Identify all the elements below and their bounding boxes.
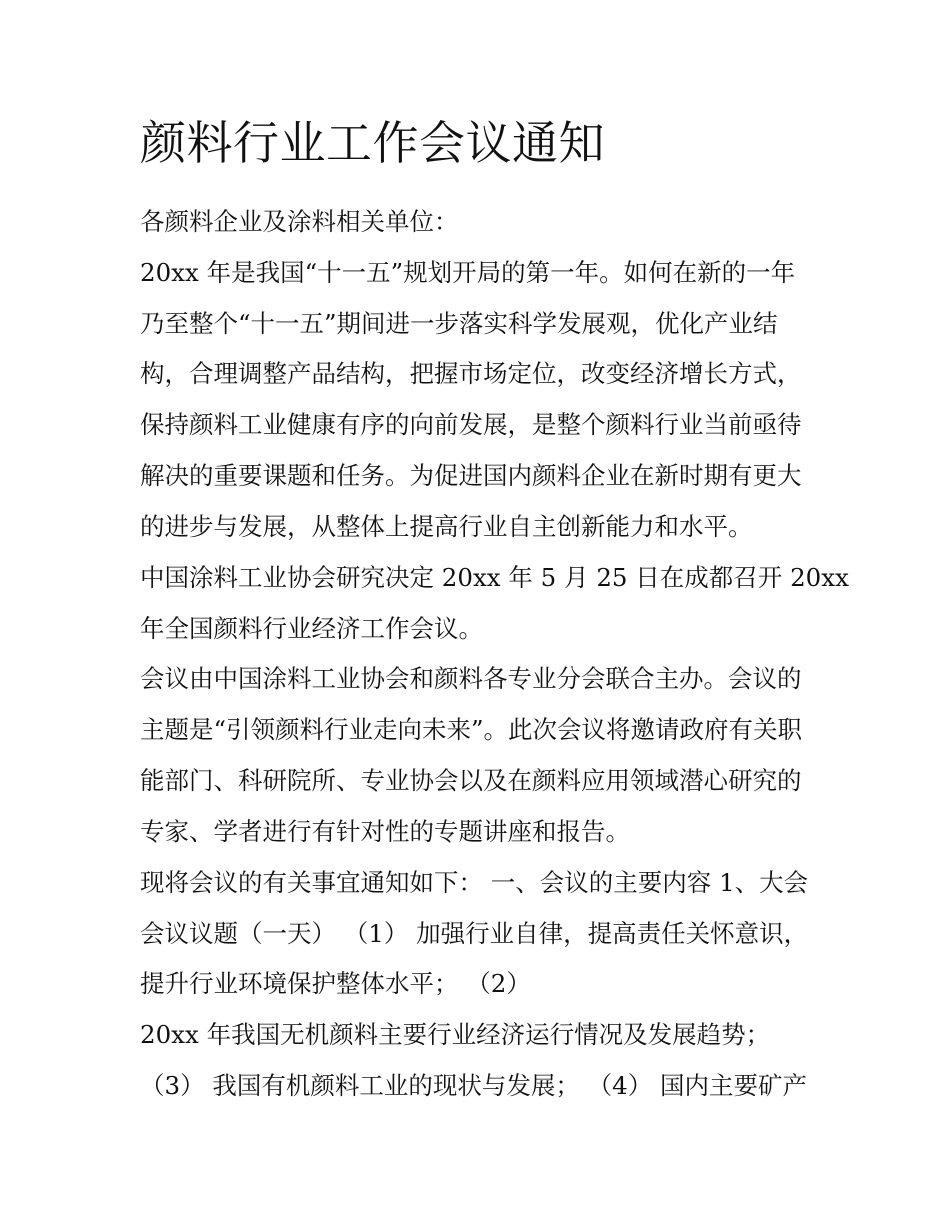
body-line: 解决的重要课题和任务。为促进国内颜料企业在新时期有更大 bbox=[140, 461, 802, 490]
body-line: 的进步与发展，从整体上提高行业自主创新能力和水平。 bbox=[140, 512, 753, 541]
body-line: 主题是“引领颜料行业走向未来”。此次会议将邀请政府有关职 bbox=[140, 715, 803, 744]
body-line: 能部门、科研院所、专业协会以及在颜料应用领域潜心研究的 bbox=[140, 766, 802, 795]
body-line: 会议由中国涂料工业协会和颜料各专业分会联合主办。会议的 bbox=[140, 664, 802, 693]
body-line: 构，合理调整产品结构，把握市场定位，改变经济增长方式， bbox=[140, 359, 802, 388]
salutation-line: 各颜料企业及涂料相关单位： bbox=[140, 207, 459, 236]
body-line: 年全国颜料行业经济工作会议。 bbox=[140, 614, 483, 643]
body-line: （3） 我国有机颜料工业的现状与发展； （4） 国内主要矿产 bbox=[140, 1071, 808, 1100]
body-line: 20xx 年我国无机颜料主要行业经济运行情况及发展趋势； bbox=[140, 1020, 771, 1049]
body-line: 20xx 年是我国“十一五”规划开局的第一年。如何在新的一年 bbox=[140, 258, 796, 287]
body-line: 保持颜料工业健康有序的向前发展，是整个颜料行业当前亟待 bbox=[140, 410, 802, 439]
body-line: 中国涂料工业协会研究决定 20xx 年 5 月 25 日在成都召开 20xx bbox=[140, 563, 849, 592]
body-line: 会议议题（一天） （1） 加强行业自律，提高责任关怀意识， bbox=[140, 919, 809, 948]
body-line: 乃至整个“十一五”期间进一步落实科学发展观，优化产业结 bbox=[140, 309, 778, 338]
body-line: 专家、学者进行有针对性的专题讲座和报告。 bbox=[140, 817, 630, 846]
body-line: 提升行业环境保护整体水平； （2） bbox=[140, 969, 531, 998]
document-title: 颜料行业工作会议通知 bbox=[140, 116, 605, 170]
body-line: 现将会议的有关事宜通知如下： 一、会议的主要内容 1、大会 bbox=[140, 868, 809, 897]
